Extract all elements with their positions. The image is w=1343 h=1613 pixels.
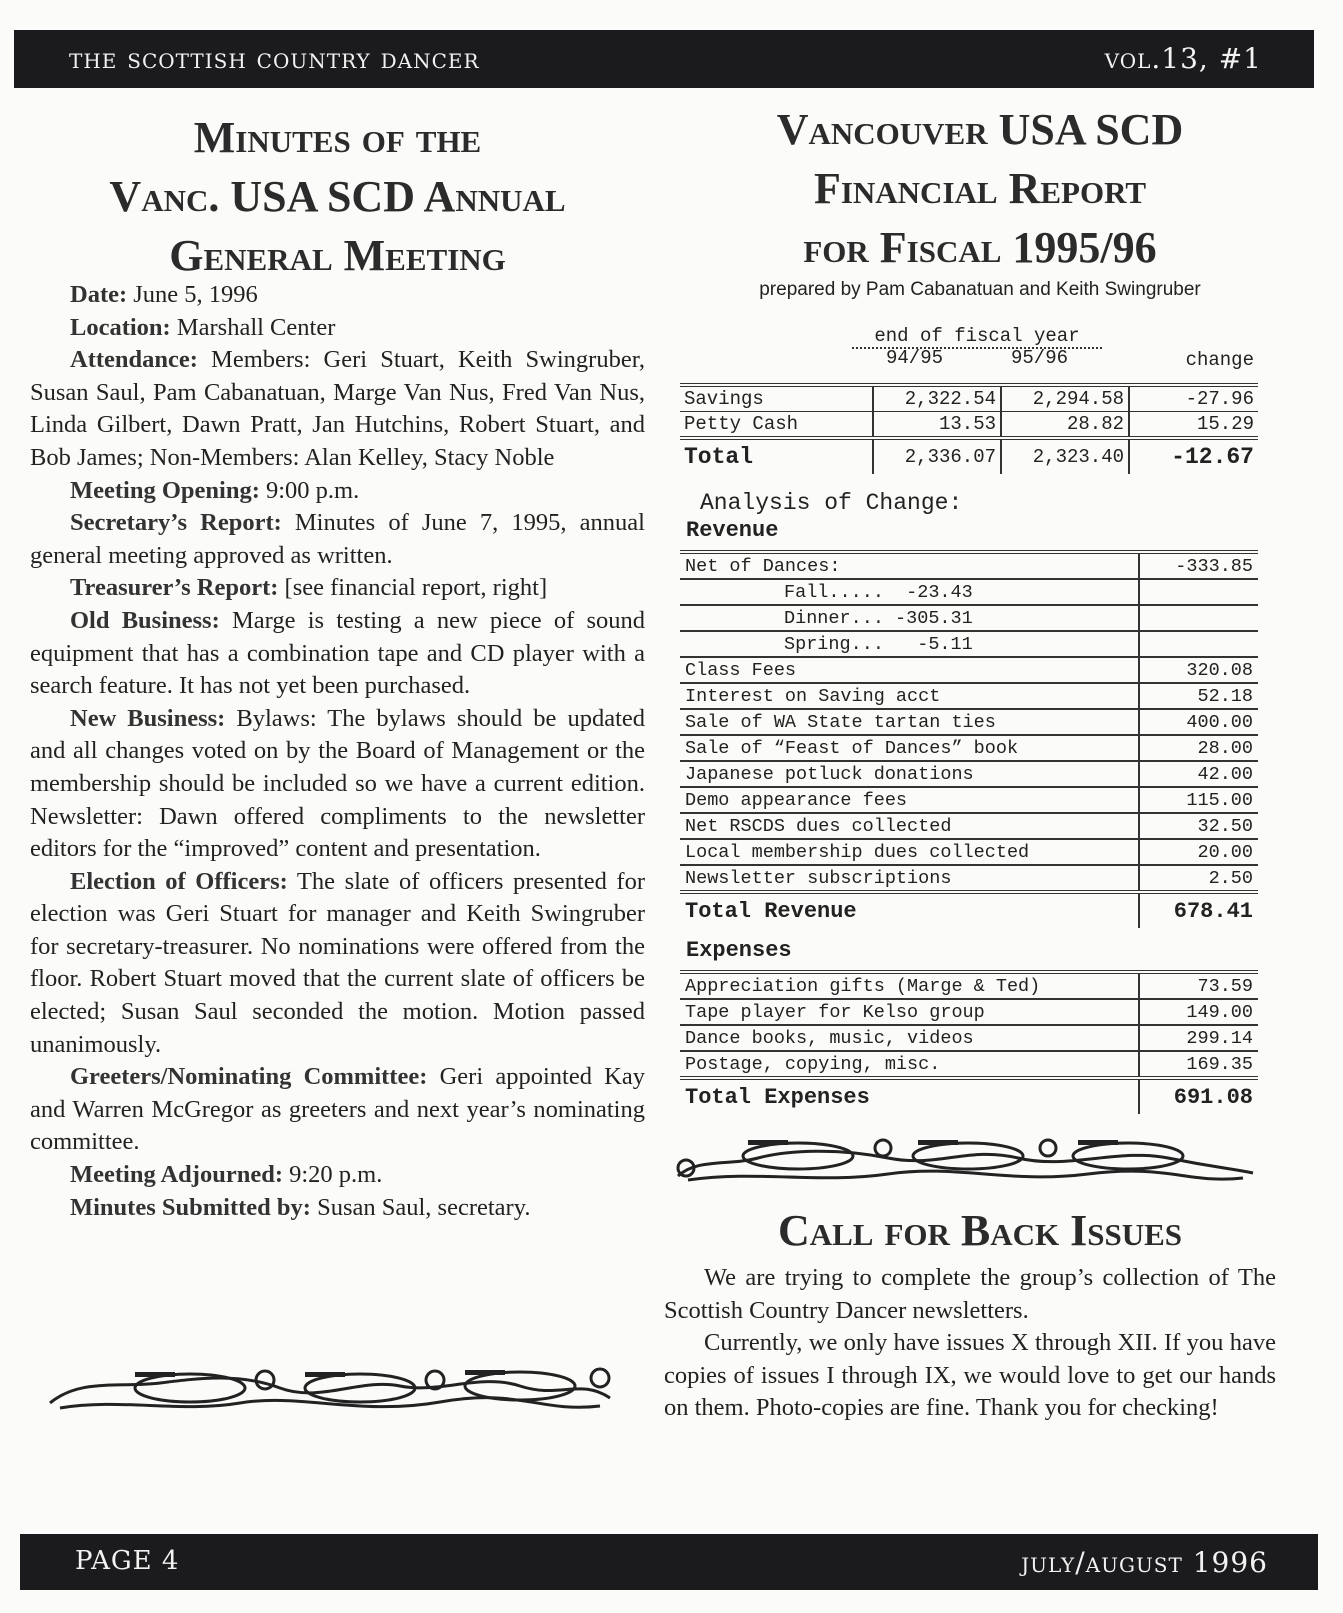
item-amount: 28.00 bbox=[1139, 735, 1258, 761]
ledger-row bbox=[680, 1025, 1258, 1051]
minutes-item-label: Greeters/Nominating Committee: bbox=[70, 1063, 428, 1091]
financial-title bbox=[680, 100, 1280, 277]
ledger-row bbox=[680, 839, 1258, 865]
ledger-row bbox=[680, 657, 1258, 683]
total-label: Total Revenue bbox=[685, 898, 857, 924]
item-amount: -333.85 bbox=[1139, 552, 1258, 579]
minutes-item-text: Bylaws: The bylaws should be updated and all changes voted on by the Board of Management or the membership should be included so we have a current edition. Newsletter: Dawn offered compliments to the newsletter editors for the “improved” content and presentation. bbox=[30, 704, 645, 863]
item-amount: 400.00 bbox=[1139, 709, 1258, 735]
ledger-row bbox=[680, 761, 1258, 787]
cell-value: 28.82 bbox=[1001, 412, 1129, 439]
item-label: Postage, copying, misc. bbox=[680, 1051, 1139, 1078]
item-amount: 115.00 bbox=[1139, 787, 1258, 813]
cell-value: 2,322.54 bbox=[873, 385, 1001, 412]
minutes-body bbox=[30, 279, 645, 1224]
item-label: Sale of “Feast of Dances” book bbox=[680, 735, 1139, 761]
item-amount: 149.00 bbox=[1139, 999, 1258, 1025]
ledger-row bbox=[680, 735, 1258, 761]
column-header: 94/95 bbox=[885, 347, 943, 369]
item-amount: 73.59 bbox=[1139, 972, 1258, 999]
minutes-title-line: Minutes of the bbox=[193, 113, 482, 162]
sub-item-label: Fall..... -23.43 bbox=[680, 579, 1139, 605]
financial-title-line: Vancouver USA SCD bbox=[776, 105, 1184, 154]
table-row bbox=[680, 412, 1258, 439]
item-label: Demo appearance fees bbox=[680, 787, 1139, 813]
financial-report bbox=[664, 100, 1280, 1422]
minutes-item bbox=[30, 1192, 645, 1225]
revenue-heading: Revenue bbox=[686, 518, 779, 543]
minutes-item-label: Location: bbox=[70, 313, 171, 341]
minutes-item bbox=[30, 344, 645, 474]
item-amount bbox=[1139, 579, 1258, 605]
minutes-item-text: Geri appointed Kay and Warren McGregor as greeters and next year’s nominating committee. bbox=[30, 1063, 645, 1156]
minutes-item-label: Old Business: bbox=[70, 606, 220, 634]
minutes-item-label: Treasurer’s Report: bbox=[70, 574, 279, 602]
minutes-item bbox=[30, 475, 645, 508]
item-label: Class Fees bbox=[680, 657, 1139, 683]
minutes-item-text: Members: Geri Stuart, Keith Swingruber, Susan Saul, Pam Cabanatuan, Marge Van Nus, Fred Van Nus, Linda Gilbert, Dawn Pratt, Jan Hutchins, Robert Stuart, and Bob James; Non-Members: Alan Kelley, Stacy Noble bbox=[30, 346, 645, 471]
ledger-row bbox=[680, 709, 1258, 735]
item-amount: 2.50 bbox=[1139, 865, 1258, 892]
back-issues-paragraph: Currently, we only have issues X through XII. If you have copies of issues I through IX, we would love to get our hands on them. Photo-copies are fine. Thank you for checking! bbox=[664, 1329, 1276, 1422]
minutes-item-label: Date: bbox=[70, 281, 128, 308]
minutes-item bbox=[30, 572, 645, 605]
ledger-row bbox=[680, 1051, 1258, 1078]
item-label: Interest on Saving acct bbox=[680, 683, 1139, 709]
column-header: change bbox=[1185, 349, 1254, 371]
item-label: Dance books, music, videos bbox=[680, 1025, 1139, 1051]
minutes-item-label: Meeting Adjourned: bbox=[70, 1161, 283, 1189]
total-label: Total Expenses bbox=[685, 1084, 870, 1110]
ledger-row bbox=[680, 787, 1258, 813]
minutes-item bbox=[30, 1061, 645, 1159]
cell-value: 2,336.07 bbox=[873, 438, 1001, 474]
item-amount: 169.35 bbox=[1139, 1051, 1258, 1078]
minutes-item-label: Attendance: bbox=[70, 346, 198, 374]
publication-title: the scottish country dancer bbox=[69, 42, 480, 75]
total-row bbox=[680, 438, 1258, 474]
minutes-item-text: Marshall Center bbox=[170, 313, 336, 341]
celtic-birds-ornament-icon bbox=[40, 1358, 620, 1420]
analysis-heading: Analysis of Change: bbox=[700, 490, 963, 516]
page-number: PAGE 4 bbox=[75, 1546, 180, 1576]
minutes-item bbox=[30, 507, 645, 572]
total-amount: 678.41 bbox=[1139, 892, 1258, 928]
row-label: Total bbox=[684, 444, 754, 470]
ledger-row bbox=[680, 999, 1258, 1025]
ledger-row bbox=[680, 605, 1258, 631]
minutes-item-text: 9:00 p.m. bbox=[259, 476, 360, 504]
prepared-by: prepared by Pam Cabanatuan and Keith Swingruber bbox=[759, 279, 1201, 300]
item-amount: 32.50 bbox=[1139, 813, 1258, 839]
minutes-item-label: Minutes Submitted by: bbox=[70, 1193, 311, 1221]
back-issues-title: Call for Back Issues bbox=[777, 1206, 1183, 1255]
minutes-item bbox=[30, 605, 645, 703]
table-row bbox=[680, 385, 1258, 412]
item-label: Newsletter subscriptions bbox=[680, 865, 1139, 892]
minutes-item bbox=[30, 703, 645, 866]
total-row bbox=[680, 1078, 1258, 1114]
item-amount: 20.00 bbox=[1139, 839, 1258, 865]
minutes-title-line: General Meeting bbox=[169, 231, 506, 280]
header-bar bbox=[14, 30, 1314, 88]
footer-bar bbox=[20, 1534, 1318, 1590]
row-label: Savings bbox=[680, 385, 873, 412]
financial-title-line: Financial Report bbox=[813, 164, 1147, 213]
item-label: Net of Dances: bbox=[680, 552, 1139, 579]
cell-value: 2,323.40 bbox=[1001, 438, 1129, 474]
minutes-article bbox=[30, 108, 645, 1224]
cell-value: 2,294.58 bbox=[1001, 385, 1129, 412]
balance-summary-table bbox=[680, 325, 1258, 474]
ledger-row bbox=[680, 813, 1258, 839]
minutes-item-text: Minutes of June 7, 1995, annual general meeting approved as written. bbox=[30, 509, 645, 569]
minutes-item-text: 9:20 p.m. bbox=[283, 1161, 383, 1189]
item-amount: 52.18 bbox=[1139, 683, 1258, 709]
column-header: 95/96 bbox=[1010, 347, 1068, 369]
volume-number: vol.13, #1 bbox=[1104, 42, 1262, 75]
minutes-item-text: [see financial report, right] bbox=[278, 574, 548, 602]
item-amount: 42.00 bbox=[1139, 761, 1258, 787]
minutes-item-text: June 5, 1996 bbox=[127, 281, 258, 308]
sub-item-label: Dinner... -305.31 bbox=[680, 605, 1139, 631]
minutes-item-label: New Business: bbox=[70, 704, 226, 732]
minutes-title bbox=[30, 108, 645, 285]
back-issues-paragraph: We are trying to complete the group’s collection of The Scottish Country Dancer newsletters. bbox=[664, 1264, 1276, 1324]
item-label: Tape player for Kelso group bbox=[680, 999, 1139, 1025]
minutes-item-text: The slate of officers presented for election was Geri Stuart for manager and Keith Swingruber for secretary-treasurer. No nominations were offered from the floor. Robert Stuart moved that the current slate of officers be elected; Susan Saul seconded the motion. Motion passed unanimously. bbox=[30, 867, 645, 1058]
ledger-row bbox=[680, 552, 1258, 579]
minutes-title-line: Vanc. USA SCD Annual bbox=[109, 172, 566, 221]
revenue-table bbox=[680, 550, 1258, 928]
celtic-birds-ornament-icon bbox=[668, 1128, 1258, 1188]
item-label: Local membership dues collected bbox=[680, 839, 1139, 865]
ledger-row bbox=[680, 683, 1258, 709]
expenses-heading: Expenses bbox=[686, 938, 792, 963]
minutes-item bbox=[30, 1159, 645, 1192]
ledger-row bbox=[680, 631, 1258, 657]
minutes-item bbox=[30, 312, 645, 345]
minutes-item-label: Meeting Opening: bbox=[70, 476, 260, 504]
cell-value: -27.96 bbox=[1129, 385, 1258, 412]
minutes-item-text: Marge is testing a new piece of sound equipment that has a combination tape and CD player with a search feature. It has not yet been purchased. bbox=[30, 606, 645, 700]
total-row bbox=[680, 892, 1258, 928]
column-group-header: end of fiscal year bbox=[852, 325, 1102, 349]
item-amount: 299.14 bbox=[1139, 1025, 1258, 1051]
issue-date: july/august 1996 bbox=[1021, 1546, 1268, 1579]
total-amount: 691.08 bbox=[1139, 1078, 1258, 1114]
row-label: Petty Cash bbox=[680, 412, 873, 439]
item-label: Net RSCDS dues collected bbox=[680, 813, 1139, 839]
minutes-item bbox=[30, 866, 645, 1062]
financial-title-line: for Fiscal 1995/96 bbox=[803, 223, 1157, 272]
item-amount: 320.08 bbox=[1139, 657, 1258, 683]
expenses-table bbox=[680, 970, 1258, 1114]
back-issues-body bbox=[664, 1262, 1276, 1425]
minutes-item-label: Election of Officers: bbox=[70, 867, 288, 895]
minutes-item-text: Susan Saul, secretary. bbox=[310, 1193, 531, 1221]
item-label: Appreciation gifts (Marge & Ted) bbox=[680, 972, 1139, 999]
item-label: Japanese potluck donations bbox=[680, 761, 1139, 787]
ledger-row bbox=[680, 579, 1258, 605]
item-label: Sale of WA State tartan ties bbox=[680, 709, 1139, 735]
ledger-row bbox=[680, 972, 1258, 999]
cell-value: 13.53 bbox=[873, 412, 1001, 439]
sub-item-label: Spring... -5.11 bbox=[680, 631, 1139, 657]
ledger-row bbox=[680, 865, 1258, 892]
cell-value: -12.67 bbox=[1129, 438, 1258, 474]
item-amount bbox=[1139, 605, 1258, 631]
cell-value: 15.29 bbox=[1129, 412, 1258, 439]
item-amount bbox=[1139, 631, 1258, 657]
minutes-item-label: Secretary’s Report: bbox=[70, 509, 282, 537]
